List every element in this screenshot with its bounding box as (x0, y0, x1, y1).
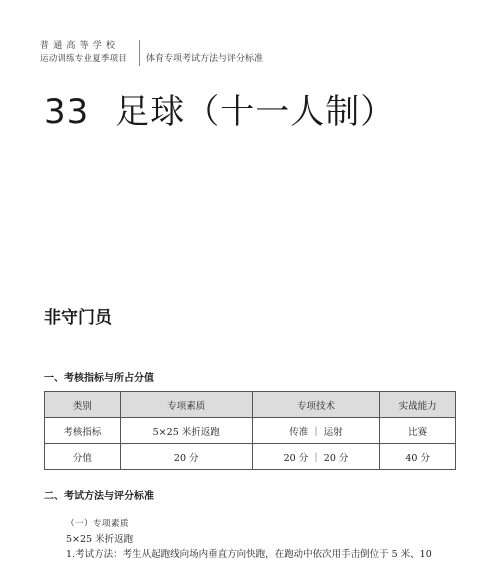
table-cell: 比赛 (380, 418, 456, 444)
header-title: 体育专项考试方法与评分标准 (146, 54, 264, 64)
table-header-cell: 类别 (45, 392, 121, 418)
table-header-cell: 专项技术 (252, 392, 380, 418)
table-cell: 40 分 (380, 444, 456, 470)
sub-heading: （一）专项素质 (66, 519, 130, 529)
table-header-cell: 实战能力 (380, 392, 456, 418)
table-cell: 传准 ｜ 运射 (252, 418, 380, 444)
table-header-row (45, 392, 456, 418)
section-title: 非守门员 (44, 308, 112, 328)
chapter-name: 足球（十一人制） (115, 92, 396, 132)
table-cell: 考核指标 (45, 418, 121, 444)
item-title: 5×25 米折返跑 (66, 534, 134, 545)
table-header-cell: 专项素质 (120, 392, 252, 418)
score-table (44, 391, 456, 470)
chapter-title (44, 84, 395, 133)
part1-heading: 一、考核指标与所占分值 (44, 373, 154, 384)
header-line-1: 普通高等学校 (40, 41, 120, 51)
header-line-2: 运动训练专业夏季项目 (40, 54, 128, 64)
header-divider (139, 40, 140, 66)
table-cell: 分值 (45, 444, 121, 470)
table-row (45, 418, 456, 444)
part2-heading: 二、考试方法与评分标准 (44, 491, 154, 502)
table-cell: 20 分 ｜ 20 分 (252, 444, 380, 470)
chapter-number: 33 (44, 92, 90, 132)
header-institution (40, 40, 140, 66)
test-method-paragraph: 1.考试方法：考生从起跑线向场内垂直方向快跑，在跑动中依次用手击倒位于 5 米、10 (66, 549, 432, 560)
table-row (45, 444, 456, 470)
table-cell: 5×25 米折返跑 (120, 418, 252, 444)
table-cell: 20 分 (120, 444, 252, 470)
